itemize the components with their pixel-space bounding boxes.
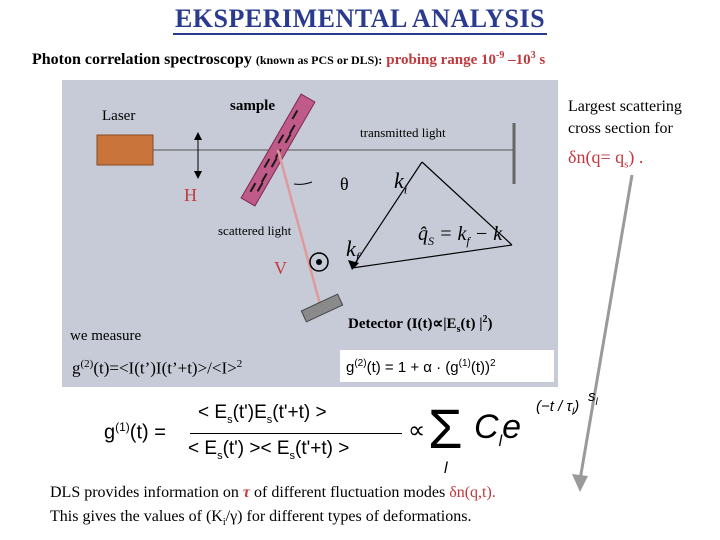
side-note: Largest scattering cross section for $\delta n(q= q_s)$ .	[568, 98, 682, 171]
probing-range: probing range $10^{-9}$ $-10^3$ s	[386, 50, 546, 68]
slide-title: EKSPERIMENTAL ANALYSIS	[174, 4, 546, 33]
theta-label: θ	[340, 174, 349, 194]
qs-formula: $q̂_S = k_f - k$	[418, 223, 503, 248]
detector-label: Detector ($I(t)\propto|E_s(t)$ $|^2$)	[348, 314, 493, 335]
sum-sign: Σ	[428, 397, 463, 460]
g2-formula: $g^{(2)}(t) = 1 + \alpha \cdot (g^{(1)}(t))^2$	[346, 358, 496, 376]
g2-definition: $g^{(2)}(t)=<I(t’)I(t’+t)>/<I>^2$	[72, 358, 243, 378]
h-label: H	[184, 185, 197, 205]
subtitle: Photon correlation spectroscopy (known as PCS or DLS): probing range $10^{-9}$ $-10^3$ s	[32, 50, 546, 68]
we-measure-label: we measure	[70, 328, 142, 344]
ki-label: $k_i$	[394, 168, 408, 197]
transmitted-light-label: transmitted light	[360, 125, 446, 140]
scattered-light-label: scattered light	[218, 223, 292, 238]
laser-label: Laser	[102, 108, 136, 124]
v-label: V	[274, 258, 287, 278]
kf-label: $k_f$	[346, 236, 360, 265]
footer-line-2: This gives the values of $(K_i/\gamma)$ for different types of deformations.	[50, 508, 472, 529]
sample-label: sample	[230, 98, 275, 114]
footer-line-1: DLS provides information on τ of different fluctuation modes δn(q,t).	[50, 484, 496, 501]
